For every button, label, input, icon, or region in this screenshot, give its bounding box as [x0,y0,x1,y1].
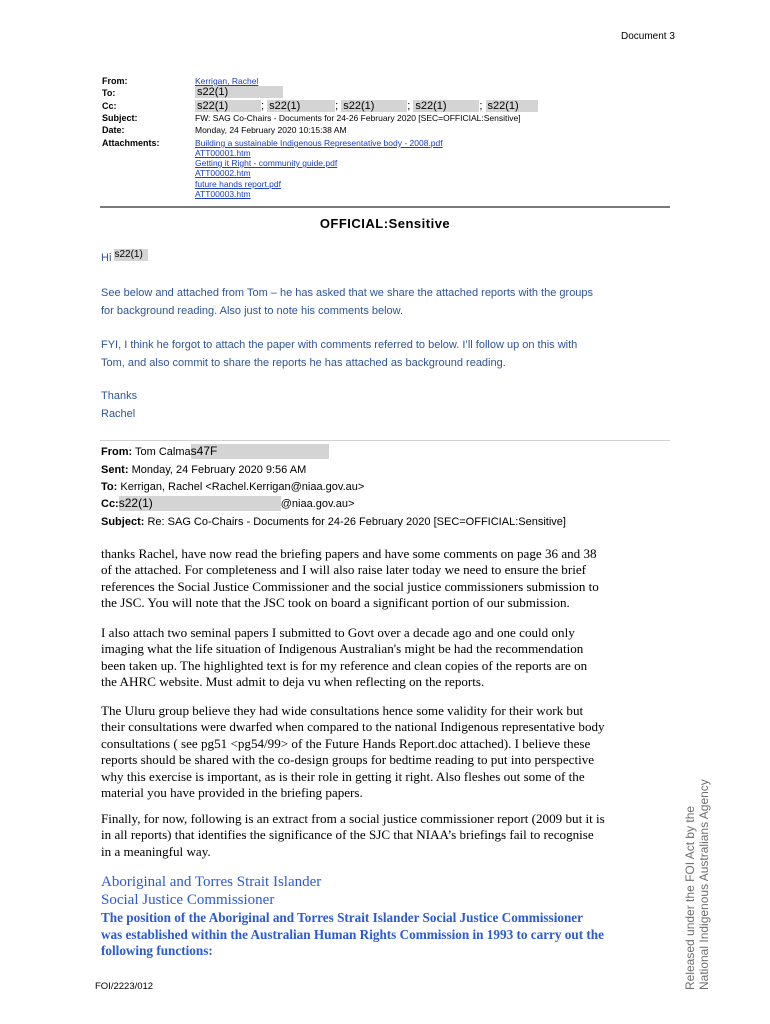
date-label: Date: [102,125,125,135]
attachment-link[interactable]: Building a sustainable Indigenous Representative body - 2008.pdf [195,138,443,148]
greeting: Hi s22(1) [101,249,671,267]
attachments-label: Attachments: [102,138,160,148]
to-label: To: [102,88,116,98]
redaction: s22(1) [195,86,283,98]
redaction: s22(1) [341,100,407,112]
sjc-heading: Aboriginal and Torres Strait Islander Social Justice Commissioner [101,874,322,908]
tom-paragraph: The Uluru group believe they had wide consultations hence some validity for their work but their consultations were dwarfed when compared to the national Indigenous representative body consultations ( see pg51 <pg54/99> of the Future Hands Report.doc attached). I believe these reports should be shared with the co-design groups for bedtime reading to put into perspective why this exercise is important, as is their role in getting it right. Also fleshes out some of the material you have provided in the briefing papers. [101,703,605,801]
message-line: See below and attached from Tom – he has asked that we share the attached reports with the groups [101,287,594,299]
foi-reference: FOI/2223/012 [95,981,154,992]
forwarded-subject: Subject: Re: SAG Co-Chairs - Documents for 24-26 February 2020 [SEC=OFFICIAL:Sensitive] [101,516,566,528]
tom-paragraph: thanks Rachel, have now read the briefing papers and have some comments on page 36 and 38 of the attached. For completeness and I will also raise later today we need to ensure the brief references the Social Justice Commissioner and the social justice commissioners submission to the JSC. You will note that the JSC took on board a significant portion of our submission. [101,546,599,611]
document-number: Document 3 [621,31,675,42]
attachment-link[interactable]: ATT00002.htm [195,168,251,178]
redaction: s22(1) [119,496,281,511]
subject-value: FW: SAG Co-Chairs - Documents for 24-26 February 2020 [SEC=OFFICIAL:Sensitive] [195,113,521,123]
forward-divider [100,440,670,441]
cc-label: Cc: [102,101,117,111]
redaction: s22(1) [267,100,335,112]
forwarded-cc: Cc:s22(1) @niaa.gov.au> [101,496,355,510]
tom-paragraph: I also attach two seminal papers I submitted to Govt over a decade ago and one could only imaging what the life situation of Indigenous Australian's might be had the recommendation been taken up. The highlighted text is for my reference and clean copies of the reports are on the AHRC website. Must admit to deja vu when reflecting on the reports. [101,625,588,690]
attachment-link[interactable]: Getting it Right - community guide.pdf [195,158,338,168]
release-stamp: Released under the FOI Act by the National Indigenous Australians Agency [683,779,711,990]
redaction: s22(1) [486,100,538,112]
header-divider [100,206,670,208]
attachment-link[interactable]: ATT00003.htm [195,189,251,199]
sign-off: Thanks [101,390,138,402]
attachment-link[interactable]: future hands report.pdf [195,179,282,189]
forwarded-to: To: Kerrigan, Rachel <Rachel.Kerrigan@niaa.gov.au> [101,481,365,493]
signature-name: Rachel [101,408,136,420]
date-value: Monday, 24 February 2020 10:15:38 AM [195,125,347,135]
redaction: s47F [191,444,329,459]
cc-value: s22(1) ; s22(1) ; s22(1) ; s22(1) ; s22(1) [195,100,538,112]
message-line: Tom, and also commit to share the reports he has attached as background reading. [101,357,506,369]
message-line: FYI, I think he forgot to attach the paper with comments referred to below. I’ll follow up on this with [101,339,578,351]
forwarded-sent: Sent: Monday, 24 February 2020 9:56 AM [101,464,307,476]
to-value [195,86,283,98]
attachment-link[interactable]: ATT00001.htm [195,148,251,158]
subject-label: Subject: [102,113,138,123]
classification-marking: OFFICIAL:Sensitive [319,216,451,231]
sjc-extract: The position of the Aboriginal and Torres Strait Islander Social Justice Commissioner was established within the Australian Human Rights Commission in 1993 to carry out the following functions: [101,910,604,958]
from-label: From: [102,76,128,86]
tom-paragraph: Finally, for now, following is an extract from a social justice commissioner report (2009 but it is in all reports) that identifies the significance of the SJC that NIAA’s briefings fail to recognise in a meaningful way. [101,811,605,859]
redaction: s22(1) [195,100,261,112]
from-value[interactable]: Kerrigan, Rachel [195,76,259,86]
forwarded-from: From: Tom Calmas47F [101,444,329,461]
message-line: for background reading. Also just to note his comments below. [101,305,404,317]
redaction: s22(1) [413,100,479,112]
redaction: s22(1) [114,249,148,261]
